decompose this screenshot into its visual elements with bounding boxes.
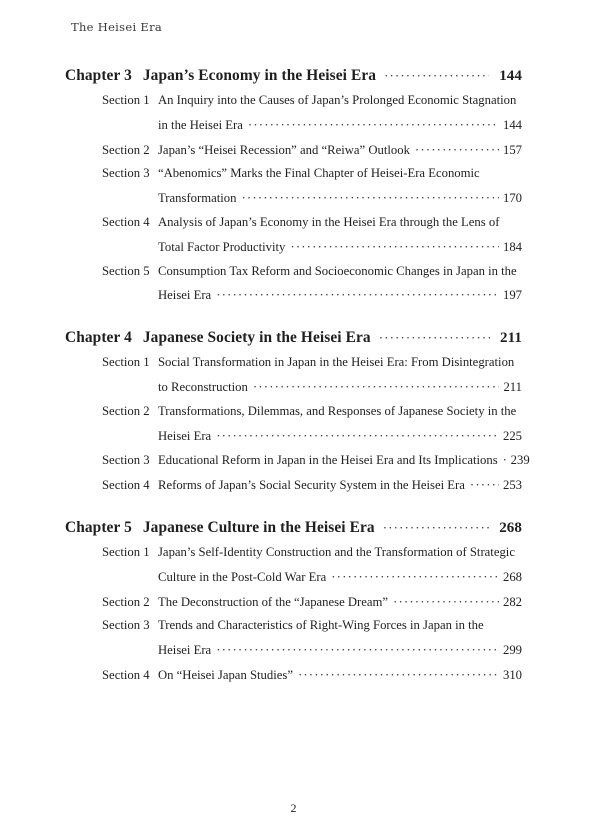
section-title-line: Analysis of Japan’s Economy in the Heisei Era through the Lens of: [158, 214, 500, 229]
chapter-sections: [65, 351, 530, 498]
toc-section-entry: [102, 590, 522, 615]
section-label: Section 1: [102, 355, 150, 370]
toc-section-entry: [102, 448, 530, 473]
dot-leader: [216, 638, 499, 662]
chapter-page-number: 268: [499, 519, 522, 536]
toc-section-continuation: [102, 424, 522, 449]
section-page-number: 239: [510, 453, 530, 468]
section-page-number: 211: [503, 379, 522, 394]
dot-leader: [298, 663, 499, 687]
section-title-line: Transformation: [158, 191, 237, 206]
toc-section-entry: [102, 473, 522, 498]
section-page-number: 282: [502, 594, 522, 609]
toc-section-entry: [102, 162, 522, 186]
toc-section-continuation: [102, 638, 522, 663]
section-page-number: 144: [502, 117, 522, 132]
dot-leader: [415, 138, 499, 162]
toc-section-entry: [102, 138, 522, 163]
section-label: Section 4: [102, 478, 150, 493]
toc-chapter-4: [65, 325, 530, 498]
table-of-contents: [65, 63, 530, 688]
section-page-number: 299: [502, 643, 522, 658]
toc-section-entry: [102, 260, 522, 284]
toc-section-entry: [102, 211, 522, 235]
chapter-heading: [65, 63, 522, 89]
running-header: The Heisei Era: [71, 20, 163, 34]
section-title-line: The Deconstruction of the “Japanese Dream”: [158, 594, 389, 609]
toc-section-continuation: [102, 565, 522, 590]
toc-section-continuation: [102, 283, 522, 308]
chapter-label: Chapter 4: [65, 329, 132, 347]
section-label: Section 4: [102, 214, 150, 229]
section-title-line: An Inquiry into the Causes of Japan’s Prolonged Economic Stagnation: [158, 93, 517, 107]
chapter-title: Japanese Society in the Heisei Era: [142, 329, 371, 347]
toc-chapter-5: [65, 515, 522, 688]
toc-section-entry: [102, 614, 522, 638]
chapter-label: Chapter 3: [65, 67, 132, 84]
section-title-line: Educational Reform in Japan in the Heisei Era and Its Implications: [158, 453, 498, 468]
toc-section-continuation: [102, 375, 522, 400]
dot-leader: [503, 448, 507, 472]
section-label: Section 3: [102, 166, 150, 181]
section-page-number: 310: [502, 667, 522, 682]
toc-chapter-3: [65, 63, 522, 308]
chapter-sections: [65, 89, 522, 308]
dot-leader: [383, 515, 489, 541]
section-page-number: 184: [502, 239, 522, 254]
page-number-footer: 2: [290, 801, 297, 815]
toc-section-entry: [102, 89, 522, 113]
toc-section-entry: [102, 541, 522, 565]
section-page-number: 197: [502, 288, 522, 303]
section-title-line: Reforms of Japan’s Social Security System in the Heisei Era: [158, 478, 465, 493]
dot-leader: [384, 63, 489, 89]
dot-leader: [248, 113, 499, 137]
section-label: Section 4: [102, 667, 150, 682]
toc-section-entry: [102, 663, 522, 688]
section-title-line: Japan’s Self-Identity Construction and the Transformation of Strategic: [158, 544, 515, 559]
section-title-line: Japan’s “Heisei Recession” and “Reiwa” Outlook: [158, 142, 410, 157]
dot-leader: [253, 375, 500, 399]
chapter-sections: [65, 541, 522, 688]
section-label: Section 1: [102, 93, 150, 107]
section-title-line: Consumption Tax Reform and Socioeconomic Changes in Japan in the: [158, 263, 517, 278]
chapter-label: Chapter 5: [65, 518, 132, 536]
dot-leader: [216, 283, 499, 307]
dot-leader: [241, 186, 498, 210]
section-title-line: in the Heisei Era: [158, 117, 243, 132]
dot-leader: [216, 424, 499, 448]
section-title-line: Heisei Era: [158, 288, 212, 303]
section-title-line: Transformations, Dilemmas, and Responses of Japanese Society in the: [158, 403, 517, 418]
section-title-line: On “Heisei Japan Studies”: [158, 667, 293, 682]
section-title-line: Culture in the Post-Cold War Era: [158, 569, 327, 584]
dot-leader: [290, 235, 499, 259]
dot-leader: [379, 325, 490, 351]
section-title-line: Heisei Era: [158, 428, 212, 443]
chapter-heading: [65, 515, 522, 541]
section-label: Section 3: [102, 618, 150, 633]
section-page-number: 268: [502, 569, 522, 584]
dot-leader: [331, 565, 499, 589]
toc-section-entry: [102, 400, 522, 424]
section-label: Section 5: [102, 263, 150, 278]
chapter-title: Japan’s Economy in the Heisei Era: [142, 67, 377, 84]
section-page-number: 170: [502, 191, 522, 206]
dot-leader: [393, 590, 499, 614]
chapter-page-number: 144: [499, 68, 522, 84]
section-page-number: 253: [502, 478, 522, 493]
chapter-title: Japanese Culture in the Heisei Era: [142, 518, 375, 536]
section-label: Section 3: [102, 453, 150, 468]
toc-section-entry: [102, 351, 522, 375]
toc-section-continuation: [102, 113, 522, 138]
toc-section-continuation: [102, 235, 522, 260]
section-title-line: Total Factor Productivity: [158, 239, 286, 254]
section-page-number: 157: [502, 142, 522, 157]
section-label: Section 2: [102, 403, 150, 418]
section-label: Section 2: [102, 142, 150, 157]
section-label: Section 1: [102, 544, 150, 559]
toc-section-continuation: [102, 186, 522, 211]
section-title-line: Trends and Characteristics of Right-Wing Forces in Japan in the: [158, 618, 484, 633]
section-page-number: 225: [502, 428, 522, 443]
chapter-heading: [65, 325, 522, 351]
dot-leader: [470, 473, 499, 497]
section-title-line: Heisei Era: [158, 643, 212, 658]
section-title-line: “Abenomics” Marks the Final Chapter of Heisei-Era Economic: [158, 166, 480, 181]
section-label: Section 2: [102, 594, 150, 609]
section-title-line: to Reconstruction: [158, 379, 248, 394]
section-title-line: Social Transformation in Japan in the Heisei Era: From Disintegration: [158, 355, 515, 370]
chapter-page-number: 211: [500, 330, 522, 347]
